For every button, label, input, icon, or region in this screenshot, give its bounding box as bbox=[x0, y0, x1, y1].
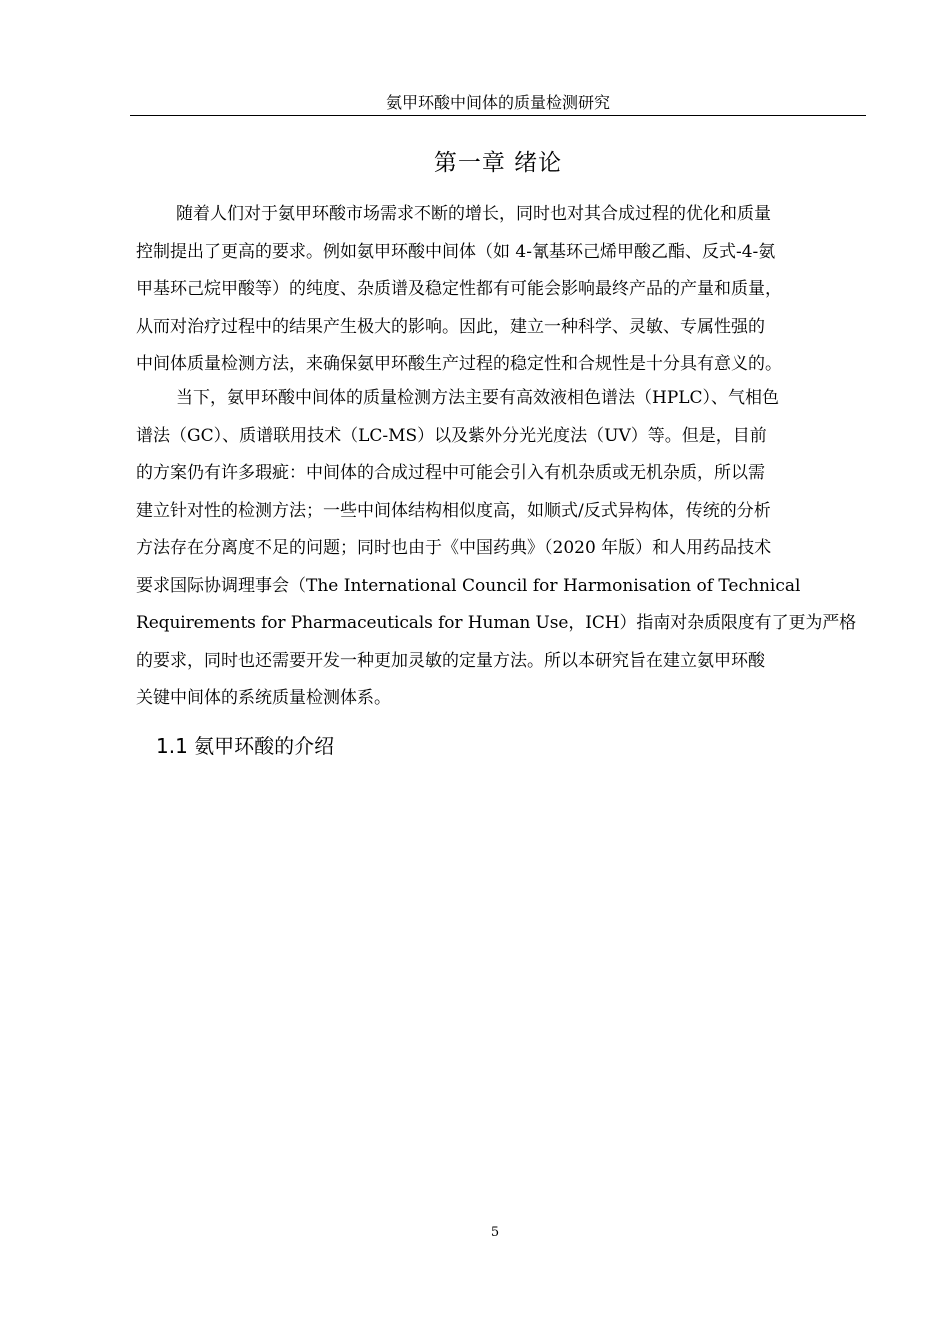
header-divider bbox=[130, 115, 866, 116]
paragraph-2-line-9: 关键中间体的系统质量检测体系。 bbox=[136, 688, 391, 708]
paragraph-2-line-4: 建立针对性的检测方法；一些中间体结构相似度高，如顺式/反式异构体，传统的分析 bbox=[136, 500, 771, 521]
paragraph-1-line-4: 从而对治疗过程中的结果产生极大的影响。因此，建立一种科学、灵敏、专属性强的 bbox=[136, 316, 765, 337]
paragraph-2-line-2: 谱法（GC）、质谱联用技术（LC-MS）以及紫外分光光度法（UV）等。但是，目前 bbox=[136, 425, 767, 446]
paragraph-2-line-1: 当下，氨甲环酸中间体的质量检测方法主要有高效液相色谱法（HPLC）、气相色 bbox=[176, 388, 780, 408]
paragraph-2-line-7: Requirements for Pharmaceuticals for Human Use，ICH）指南对杂质限度有了更为严格 bbox=[136, 613, 857, 633]
paragraph-2-line-8: 的要求，同时也还需要开发一种更加灵敏的定量方法。所以本研究旨在建立氨甲环酸 bbox=[136, 650, 765, 671]
paragraph-1 bbox=[136, 196, 858, 384]
page-number: 5 bbox=[490, 1225, 500, 1240]
paragraph-1-line-2: 控制提出了更高的要求。例如氨甲环酸中间体（如 4-氰基环己烯甲酸乙酯、反式-4-氨 bbox=[136, 241, 776, 262]
chapter-title: 第一章 绪论 bbox=[433, 150, 563, 176]
paragraph-1-line-3: 甲基环己烷甲酸等）的纯度、杂质谱及稳定性都有可能会影响最终产品的产量和质量， bbox=[136, 279, 782, 299]
paragraph-2 bbox=[136, 380, 858, 718]
paragraph-2-line-6: 要求国际协调理事会（The International Council for Harmonisation of Technical bbox=[136, 575, 801, 596]
paragraph-2-line-5: 方法存在分离度不足的问题；同时也由于《中国药典》（2020 年版）和人用药品技术 bbox=[136, 538, 772, 558]
paragraph-1-line-1: 随着人们对于氨甲环酸市场需求不断的增长，同时也对其合成过程的优化和质量 bbox=[176, 204, 771, 224]
running-header: 氨甲环酸中间体的质量检测研究 bbox=[385, 93, 610, 112]
paragraph-1-line-5: 中间体质量检测方法，来确保氨甲环酸生产过程的稳定性和合规性是十分具有意义的。 bbox=[136, 354, 782, 374]
section-heading: 1.1 氨甲环酸的介绍 bbox=[156, 734, 335, 758]
paragraph-2-line-3: 的方案仍有许多瑕疵：中间体的合成过程中可能会引入有机杂质或无机杂质，所以需 bbox=[136, 463, 765, 483]
